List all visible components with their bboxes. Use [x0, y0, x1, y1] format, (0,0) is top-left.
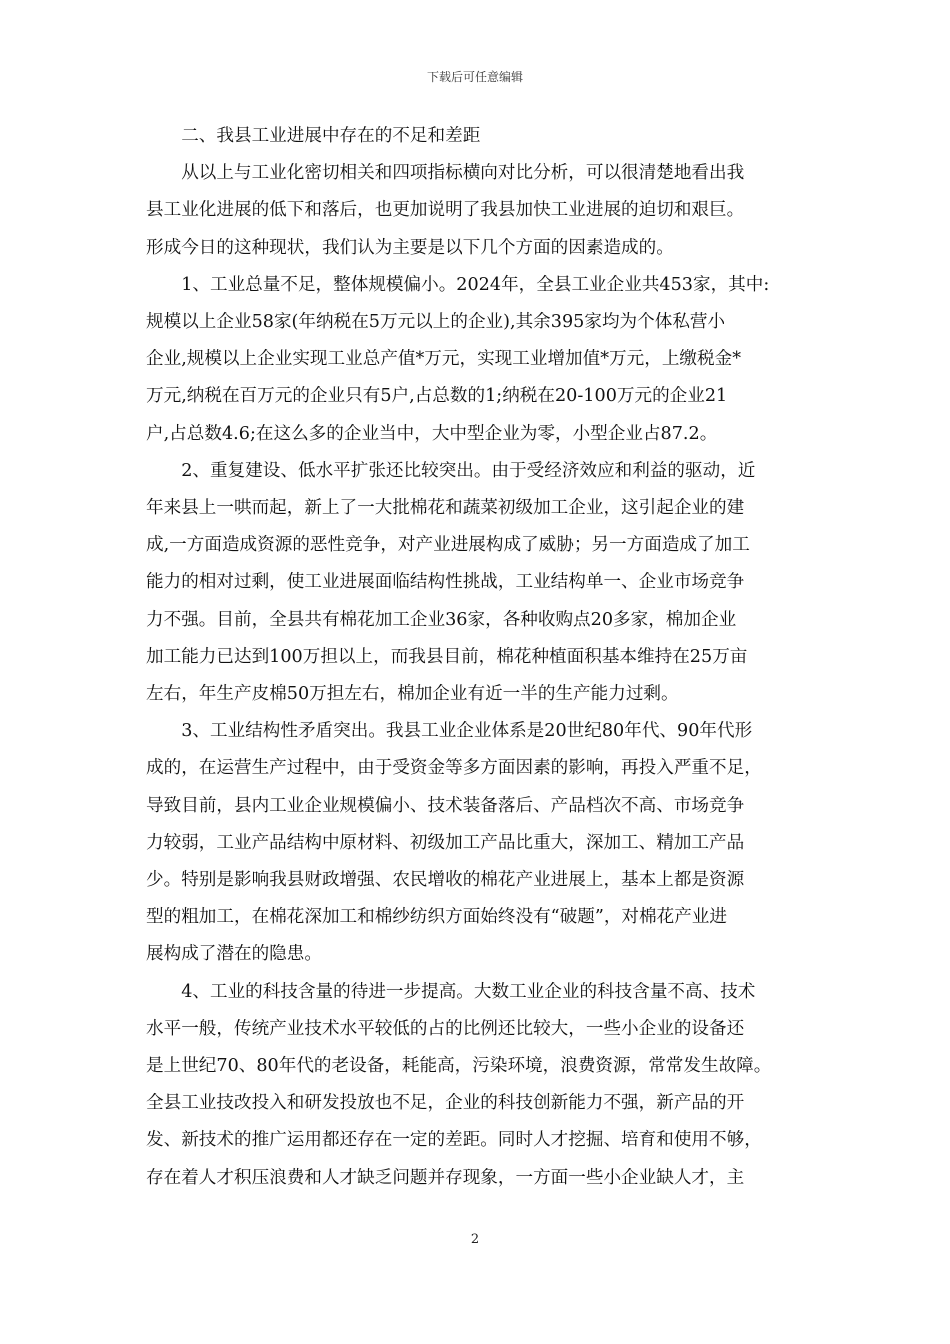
text-line: 力较弱，工业产品结构中原材料、初级加工产品比重大，深加工、精加工产品 [146, 832, 745, 853]
text-line: 存在着人才积压浪费和人才缺乏问题并存现象，一方面一些小企业缺人才，主 [146, 1167, 745, 1188]
paragraph-4 [146, 974, 806, 1197]
text-line: 加工能力已达到100万担以上，而我县目前，棉花种植面积基本维持在25万亩 [146, 646, 748, 667]
text-line: 力不强。目前，全县共有棉花加工企业36家，各种收购点20多家，棉加企业 [146, 609, 737, 630]
text-line: 1、工业总量不足，整体规模偏小。2024年，全县工业企业共453家，其中: [181, 274, 770, 295]
text-line: 2、重复建设、低水平扩张还比较突出。由于受经济效应和利益的驱动，近 [181, 460, 756, 481]
text-line: 型的粗加工，在棉花深加工和棉纱纺织方面始终没有“破题”，对棉花产业进 [146, 907, 727, 928]
text-line: 形成今日的这种现状，我们认为主要是以下几个方面的因素造成的。 [146, 237, 674, 258]
text-line: 全县工业技改投入和研发投放也不足，企业的科技创新能力不强，新产品的开 [146, 1093, 745, 1114]
page-header: 下载后可任意编辑 [426, 70, 523, 84]
text-line: 从以上与工业化密切相关和四项指标横向对比分析，可以很清楚地看出我 [181, 163, 745, 184]
text-line: 水平一般，传统产业技术水平较低的占的比例还比较大，一些小企业的设备还 [146, 1018, 745, 1039]
text-line: 户,占总数4.6;在这么多的企业当中，大中型企业为零，小型企业占87.2。 [146, 423, 718, 444]
paragraph-3 [146, 713, 806, 973]
text-line: 发、新技术的推广运用都还存在一定的差距。同时人才挖掘、培育和使用不够， [146, 1130, 762, 1151]
intro-paragraph [146, 155, 806, 267]
text-line: 是上世纪70、80年代的老设备，耗能高，污染环境，浪费资源，常常发生故障。 [146, 1056, 772, 1077]
text-line: 少。特别是影响我县财政增强、农民增收的棉花产业进展上，基本上都是资源 [146, 870, 745, 891]
text-line: 展构成了潜在的隐患。 [146, 944, 322, 965]
text-line: 规模以上企业58家(年纳税在5万元以上的企业),其余395家均为个体私营小 [146, 312, 726, 333]
text-line: 导致目前，县内工业企业规模偏小、技术装备落后、产品档次不高、市场竞争 [146, 795, 745, 816]
text-line: 年来县上一哄而起，新上了一大批棉花和蔬菜初级加工企业，这引起企业的建 [146, 498, 745, 519]
section-heading: 二、我县工业进展中存在的不足和差距 [181, 126, 481, 146]
text-line: 3、工业结构性矛盾突出。我县工业企业体系是20世纪80年代、90年代形 [181, 721, 753, 742]
text-line: 成,一方面造成资源的恶性竞争，对产业进展构成了威胁；另一方面造成了加工 [146, 535, 750, 556]
text-line: 万元,纳税在百万元的企业只有5户,占总数的1;纳税在20-100万元的企业21 [146, 386, 728, 407]
text-line: 企业,规模以上企业实现工业总产值*万元，实现工业增加值*万元，上缴税金* [146, 349, 741, 370]
text-line: 县工业化进展的低下和落后，也更加说明了我县加快工业进展的迫切和艰巨。 [146, 200, 745, 221]
text-line: 成的，在运营生产过程中，由于受资金等多方面因素的影响，再投入严重不足， [146, 758, 762, 779]
text-line: 能力的相对过剩，使工业进展面临结构性挑战，工业结构单一、企业市场竞争 [146, 572, 745, 593]
text-line: 左右，年生产皮棉50万担左右，棉加企业有近一半的生产能力过剩。 [146, 684, 679, 705]
paragraph-1 [146, 267, 806, 453]
page-number: 2 [470, 1232, 480, 1247]
page-body [146, 118, 806, 1197]
text-line: 4、工业的科技含量的待进一步提高。大数工业企业的科技含量不高、技术 [181, 981, 756, 1002]
paragraph-2 [146, 453, 806, 713]
